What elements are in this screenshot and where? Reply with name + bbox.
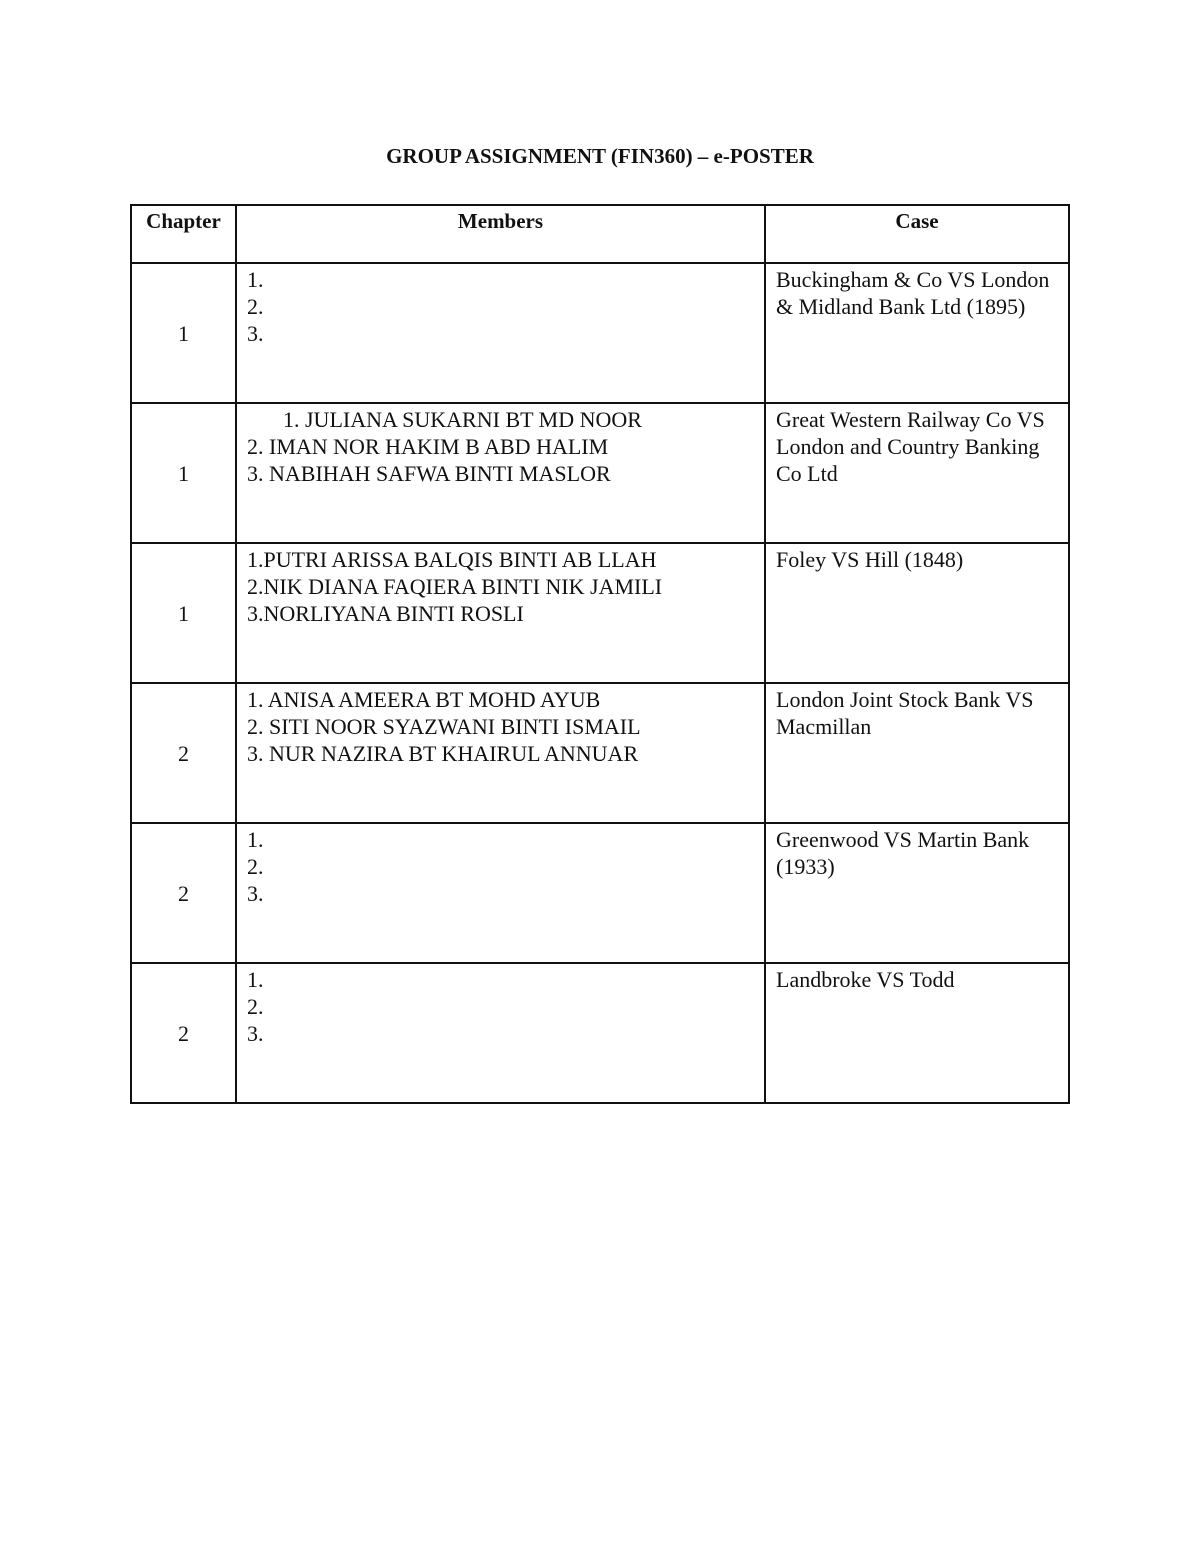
- members-cell: [236, 543, 765, 683]
- document-title: GROUP ASSIGNMENT (FIN360) – e-POSTER: [386, 144, 814, 168]
- member-item: 2.NIK DIANA FAQIERA BINTI NIK JAMILI: [247, 574, 663, 599]
- table-row: [131, 403, 1069, 543]
- table-header-row: [131, 205, 1069, 263]
- member-item: 2.: [247, 294, 264, 319]
- header-chapter-label: Chapter: [146, 209, 221, 233]
- case-cell: London Joint Stock Bank VS Macmillan: [765, 683, 1069, 823]
- case-cell: Buckingham & Co VS London & Midland Bank Ltd (1895): [765, 263, 1069, 403]
- member-item: 1.: [247, 967, 264, 992]
- header-case: Case: [765, 205, 1069, 263]
- members-cell: [236, 403, 765, 543]
- chapter-cell: 2: [131, 823, 236, 963]
- header-chapter: [131, 205, 236, 263]
- chapter-cell: 1: [131, 263, 236, 403]
- member-item: 3.NORLIYANA BINTI ROSLI: [247, 601, 524, 626]
- members-cell: [236, 963, 765, 1103]
- member-item: 2. IMAN NOR HAKIM B ABD HALIM: [247, 434, 609, 459]
- table-row: [131, 823, 1069, 963]
- member-item: 3.: [247, 881, 264, 906]
- header-members: Members: [236, 205, 765, 263]
- members-cell: [236, 683, 765, 823]
- assignment-table: [130, 204, 1070, 1104]
- member-item: 3. NABIHAH SAFWA BINTI MASLOR: [247, 461, 611, 486]
- table-row: [131, 683, 1069, 823]
- table-row: [131, 543, 1069, 683]
- member-item: 1.PUTRI ARISSA BALQIS BINTI AB LLAH: [247, 547, 657, 572]
- member-item: 1.: [247, 827, 264, 852]
- chapter-cell: 2: [131, 683, 236, 823]
- table-row: [131, 263, 1069, 403]
- member-item: 1.: [247, 267, 264, 292]
- members-cell: [236, 823, 765, 963]
- member-item: 1. JULIANA SUKARNI BT MD NOOR: [283, 407, 642, 432]
- chapter-cell: 1: [131, 403, 236, 543]
- case-cell: Landbroke VS Todd: [765, 963, 1069, 1103]
- case-cell: Foley VS Hill (1848): [765, 543, 1069, 683]
- member-item: 2. SITI NOOR SYAZWANI BINTI ISMAIL: [247, 714, 641, 739]
- member-item: 1. ANISA AMEERA BT MOHD AYUB: [247, 687, 601, 712]
- member-item: 2.: [247, 854, 264, 879]
- chapter-cell: 2: [131, 963, 236, 1103]
- member-item: 2.: [247, 994, 264, 1019]
- member-item: 3.: [247, 321, 264, 346]
- table-row: [131, 963, 1069, 1103]
- case-cell: Great Western Railway Co VS London and Country Banking Co Ltd: [765, 403, 1069, 543]
- members-cell: [236, 263, 765, 403]
- case-cell: Greenwood VS Martin Bank (1933): [765, 823, 1069, 963]
- member-item: 3.: [247, 1021, 264, 1046]
- member-item: 3. NUR NAZIRA BT KHAIRUL ANNUAR: [247, 741, 639, 766]
- chapter-cell: 1: [131, 543, 236, 683]
